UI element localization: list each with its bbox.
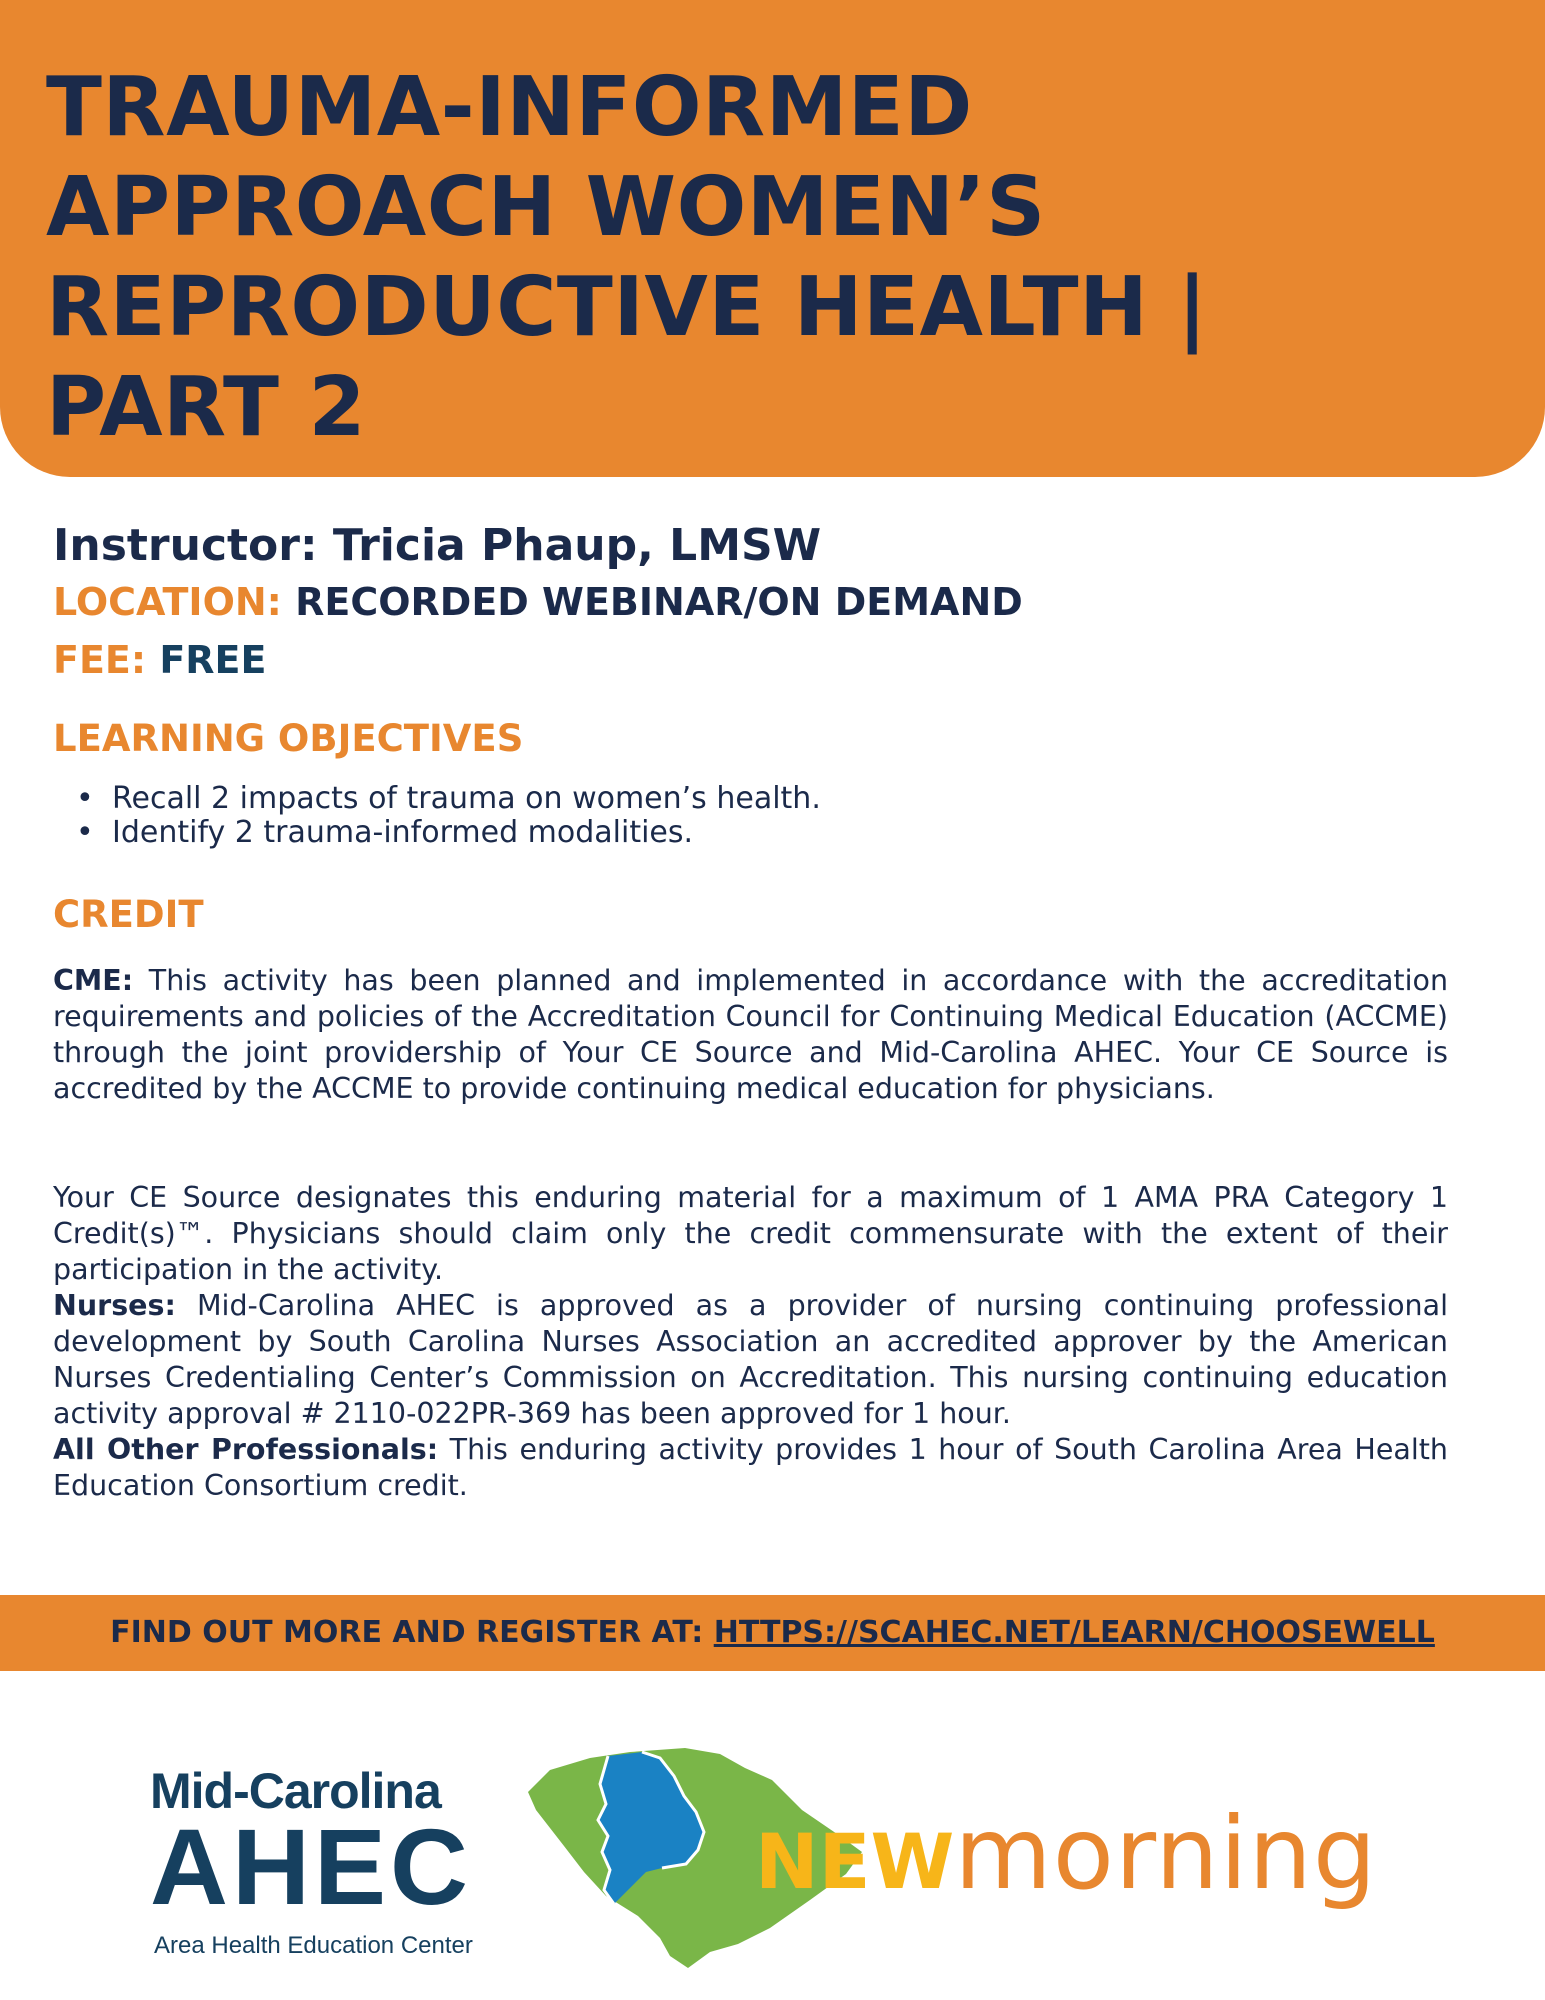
bullet-icon: • [76, 815, 94, 850]
title-line: APPROACH WOMEN’S [46, 160, 1046, 255]
fee [53, 638, 266, 682]
register-text [0, 1595, 1545, 1671]
ahec-name-line: Mid-Carolina [150, 1763, 441, 1819]
designation-paragraph [53, 1180, 1448, 1504]
other-professionals-text: This enduring activity provides 1 hour of South Carolina Area Health Education Consortium credit. [53, 1433, 1448, 1502]
learning-objectives-heading: LEARNING OBJECTIVES [53, 717, 524, 760]
cme-label: CME: [53, 964, 134, 997]
register-link[interactable]: HTTPS://SCAHEC.NET/LEARN/CHOOSEWELL [713, 1615, 1435, 1650]
page-title [46, 58, 1506, 458]
title-line: PART 2 [46, 360, 367, 455]
title-line: REPRODUCTIVE HEALTH | [46, 260, 1208, 355]
new-morning-logo [755, 1795, 1377, 1912]
list-item [70, 782, 821, 816]
nurses-label: Nurses: [53, 1289, 176, 1322]
fee-label: FEE: [53, 638, 147, 682]
instructor: Instructor: Tricia Phaup, LMSW [53, 520, 822, 571]
fee-value: FREE [159, 638, 267, 682]
bullet-icon: • [76, 781, 94, 816]
designation-text: Your CE Source designates this enduring material for a maximum of 1 AMA PRA Category 1 Credit(s)™. Physicians should claim only the credit commensurate with the extent of their participation in the activity. [53, 1181, 1448, 1286]
other-professionals-label: All Other Professionals: [53, 1433, 439, 1466]
list-item [70, 816, 821, 850]
title-line: TRAUMA-INFORMED [46, 60, 973, 155]
ahec-acronym: AHEC [150, 1806, 473, 1927]
register-label: FIND OUT MORE AND REGISTER AT: [110, 1615, 704, 1650]
register-banner [0, 1595, 1545, 1671]
location-value: RECORDED WEBINAR/ON DEMAND [295, 580, 1023, 624]
cme-paragraph [53, 963, 1448, 1107]
mid-carolina-ahec-logo [150, 1740, 720, 1970]
objective-text: Recall 2 impacts of trauma on women’s health. [112, 781, 821, 816]
nurses-text: Mid-Carolina AHEC is approved as a provider of nursing continuing professional development by South Carolina Nurses Association an accredited approver by the American Nurses Credentialing Center’s Commission on Accreditation. This nursing continuing education activity approval # 2110-022PR-369 has been approved for 1 hour. [53, 1289, 1448, 1430]
cme-text: This activity has been planned and implemented in accordance with the accreditation requirements and policies of the Accreditation Council for Continuing Medical Education (ACCME) through the joint providership of Your CE Source and Mid-Carolina AHEC. Your CE Source is accredited by the ACCME to provide continuing medical education for physicians. [53, 964, 1449, 1105]
ahec-tagline: Area Health Education Center [154, 1932, 473, 1959]
objective-text: Identify 2 trauma-informed modalities. [112, 815, 694, 850]
header-banner [0, 0, 1545, 477]
new-morning-new: NEW [755, 1817, 955, 1906]
location [53, 580, 1023, 624]
credit-heading: CREDIT [53, 893, 204, 936]
objectives-list [70, 782, 821, 850]
location-label: LOCATION: [53, 580, 282, 624]
new-morning-morning: morning [954, 1795, 1378, 1912]
